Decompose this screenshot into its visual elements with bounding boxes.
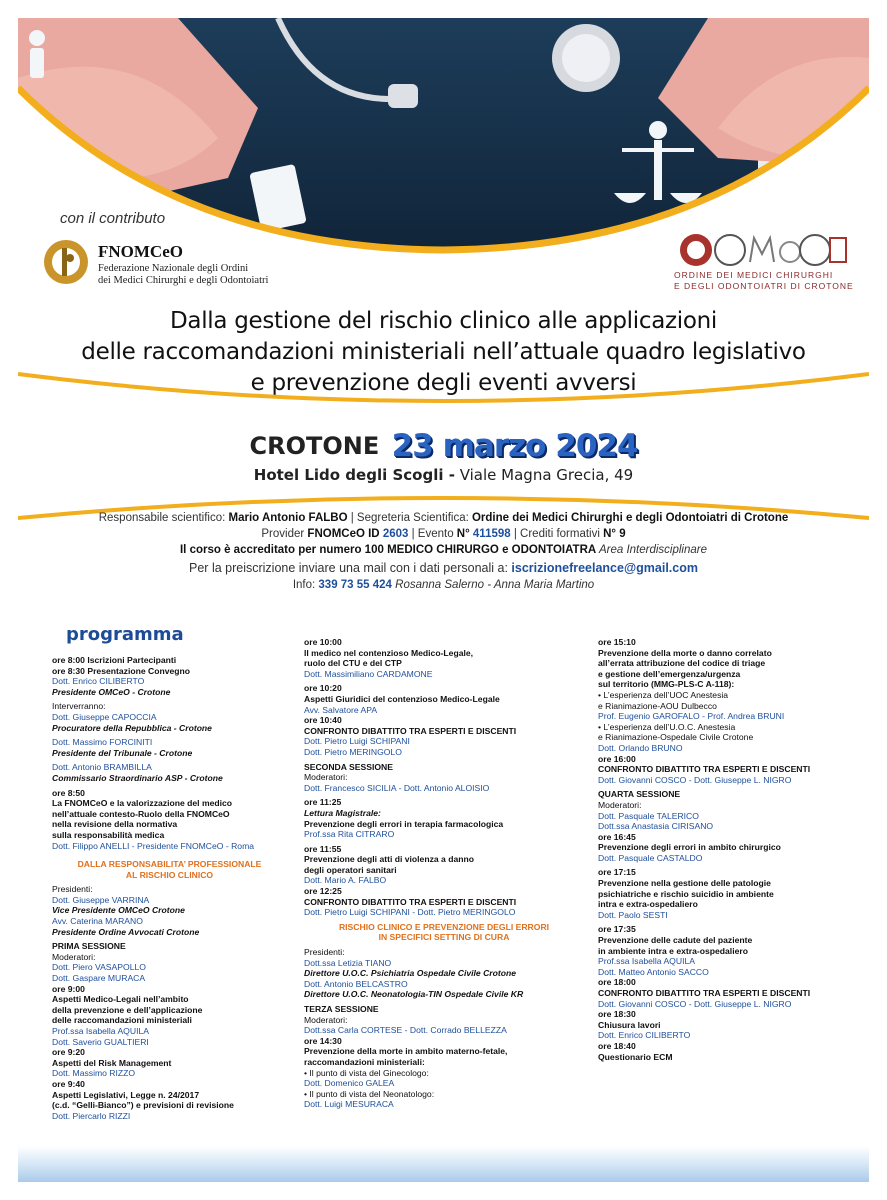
program-line: ore 18:40 [598, 1040, 636, 1051]
program-line: TERZA SESSIONE [304, 1004, 379, 1014]
program-line: nella revisione della normativa [52, 819, 178, 830]
program-line: Aspetti Medico-Legali nell’ambito [52, 994, 189, 1005]
program-line: Dott. Piercarlo RIZZI [52, 1110, 131, 1121]
program-column-2 [304, 637, 584, 1110]
program-line: Prevenzione degli errori in terapia farmacologica [304, 818, 504, 829]
program-line: Prevenzione degli atti di violenza a danno [304, 854, 474, 865]
program-line: Presidente OMCeO - Crotone [52, 686, 171, 697]
program-line: Dott. Domenico GALEA [304, 1078, 395, 1089]
program-line: Interverranno: [52, 701, 106, 712]
program-line: • Il punto di vista del Neonatologo: [304, 1088, 435, 1099]
program-line: CONFRONTO DIBATTITO TRA ESPERTI E DISCENTI [598, 764, 811, 775]
program-line: CONFRONTO DIBATTITO TRA ESPERTI E DISCENTI [304, 896, 517, 907]
program-line: Dott. Enrico CILIBERTO [598, 1030, 691, 1041]
info-contacts: Info: 339 73 55 424 Rosanna Salerno - Anna Maria Martino [292, 579, 595, 591]
program-line: ore 16:45 [598, 831, 636, 842]
program-line: Dott. Mario A. FALBO [304, 875, 387, 886]
program-line: ore 17:15 [598, 867, 636, 878]
program-line: ore 10:00 [304, 637, 342, 647]
program-line: Dott.ssa Carla CORTESE - Dott. Corrado BELLEZZA [304, 1025, 507, 1036]
event-city: CROTONE [249, 432, 380, 460]
registration-email[interactable]: iscrizionefreelance@gmail.com [511, 561, 698, 575]
program-line: CONFRONTO DIBATTITO TRA ESPERTI E DISCENTI [598, 988, 811, 998]
program-line: Il medico nel contenzioso Medico-Legale, [304, 647, 474, 658]
program-line: Procuratore della Repubblica - Crotone [52, 722, 212, 733]
program-line: Dott. Francesco SICILIA - Dott. Antonio ALOISIO [304, 782, 490, 793]
program-line: Dott. Pasquale CASTALDO [598, 852, 703, 863]
section-title: IN SPECIFICI SETTING DI CURA [378, 932, 510, 943]
program-line: Moderatori: [304, 772, 348, 783]
program-line: ore 12:25 [304, 886, 342, 897]
poster [18, 18, 869, 1182]
program-line: raccomandazioni ministeriali: [304, 1056, 425, 1067]
section-title: RISCHIO CLINICO E PREVENZIONE DEGLI ERRORI [338, 921, 550, 932]
program-line: Prof.ssa Rita CITRARO [304, 829, 395, 840]
program-line: Dott. Pietro Luigi SCHIPANI - Dott. Pietro MERINGOLO [304, 907, 516, 918]
program-line: ore 11:55 [304, 843, 342, 854]
program-line: Dott. Enrico CILIBERTO [52, 676, 145, 687]
program-line: ore 8:50 [52, 787, 85, 798]
program-line: all’errata attribuzione del codice di triage [598, 658, 766, 669]
program-line: Dott. Pasquale TALERICO [598, 810, 699, 821]
program-line: Dott. Giovanni COSCO - Dott. Giuseppe L. NIGRO [598, 774, 792, 785]
program-line: nell’attuale contesto-Ruolo della FNOMCeO [52, 808, 230, 819]
program-line: QUARTA SESSIONE [598, 789, 681, 800]
event-venue: Hotel Lido degli Scogli - Viale Magna Grecia, 49 [253, 466, 634, 484]
section-title: DALLA RESPONSABILITA’ PROFESSIONALE [77, 859, 262, 870]
program-line: psichiatriche e rischio suicidio in ambiente [598, 888, 774, 899]
program-line: ore 14:30 [304, 1035, 342, 1046]
program-line: Presidenti: [52, 884, 93, 895]
program-line: della prevenzione e dell’applicazione [52, 1004, 203, 1015]
program-line: Presidente del Tribunale - Crotone [52, 747, 193, 758]
program-line: Moderatori: [598, 799, 642, 810]
program-line: Prevenzione delle cadute del paziente [598, 935, 753, 946]
event-title: Dalla gestione del rischio clinico alle applicazioni delle raccomandazioni ministeriali nell’attuale quadro legislativo e prevenzione degli eventi avversi [81, 308, 806, 396]
program-line: ore 18:30 [598, 1009, 636, 1020]
program-line: ore 11:25 [304, 797, 342, 808]
program-line: • L’esperienza dell’U.O.C. Anestesia [598, 721, 736, 732]
program-line: Dott. Massimo RIZZO [52, 1068, 136, 1079]
program-line: Avv. Caterina MARANO [52, 916, 143, 927]
info-accreditation: Il corso è accreditato per numero 100 MEDICO CHIRURGO e ODONTOIATRA Area Interdisciplinare [179, 544, 707, 556]
program-line: Prof.ssa Isabella AQUILA [598, 956, 695, 967]
program-line: Questionario ECM [598, 1051, 673, 1062]
program-line: Aspetti Giuridici del contenzioso Medico-Legale [304, 693, 500, 704]
program-line: Commissario Straordinario ASP - Crotone [52, 772, 223, 783]
program-line: ore 10:40 [304, 715, 342, 726]
program-line: Dott. Orlando BRUNO [598, 742, 683, 753]
program-line: PRIMA SESSIONE [52, 941, 126, 952]
program-line: ore 8:00 Iscrizioni Partecipanti [52, 655, 177, 665]
program-line: Dott. Giuseppe VARRINA [52, 894, 150, 905]
program-line: Dott. Matteo Antonio SACCO [598, 966, 709, 977]
program-column-3 [598, 637, 858, 1062]
program-line: Moderatori: [52, 951, 96, 962]
program-line: ore 18:00 [598, 977, 636, 988]
program-line: Presidenti: [304, 947, 345, 958]
program-column-1 [52, 655, 287, 1121]
program-line: Dott. Antonio BELCASTRO [304, 978, 408, 989]
program-line: delle raccomandazioni ministeriali [52, 1015, 192, 1026]
program-line: ruolo del CTU e del CTP [304, 658, 402, 669]
program-line: ore 17:35 [598, 924, 636, 935]
program-line: Dott. Massimo FORCINITI [52, 737, 153, 748]
program-line: sul territorio (MMG-PLS-C A-118): [598, 679, 735, 690]
program-line: Prof. Eugenio GAROFALO - Prof. Andrea BRUNI [598, 711, 785, 722]
program-line: Prevenzione della morte in ambito materno-fetale, [304, 1046, 508, 1057]
program-line: Dott. Gaspare MURACA [52, 973, 146, 984]
program-line: Prevenzione nella gestione delle patologie [598, 878, 771, 889]
event-date-line [18, 428, 869, 464]
program-line: CONFRONTO DIBATTITO TRA ESPERTI E DISCENTI [304, 725, 517, 736]
program-line: Chiusura lavori [598, 1019, 661, 1030]
program-line: Moderatori: [304, 1014, 348, 1025]
omceo-subtitle: ORDINE DEI MEDICI CHIRURGHI E DEGLI ODONTOIATRI DI CROTONE [674, 270, 854, 291]
program-line: degli operatori sanitari [304, 864, 397, 875]
program-line: Prof.ssa Isabella AQUILA [52, 1026, 149, 1036]
program-line: Avv. Salvatore APA [304, 704, 378, 715]
program-line: Aspetti Legislativi, Legge n. 24/2017 [52, 1089, 200, 1100]
program-line: (c.d. “Gelli-Bianco”) e previsioni di revisione [52, 1100, 234, 1111]
fnomceo-logo [42, 238, 90, 286]
program-line: ore 16:00 [598, 753, 636, 764]
program-line: ore 15:10 [598, 637, 636, 647]
program-line: Dott. Luigi MESURACA [304, 1099, 394, 1110]
program-line: e Rianimazione-AOU Dulbecco [598, 700, 717, 711]
omceo-logo [678, 232, 848, 268]
program-line: ore 8:30 Presentazione Convegno [52, 665, 191, 676]
info-registration: Per la preiscrizione inviare una mail con i dati personali a: iscrizionefreelance@gmail.com [189, 561, 698, 575]
program-line: Prevenzione della morte o danno correlato [598, 647, 772, 658]
program-line: Dott. Pietro Luigi SCHIPANI [304, 736, 410, 747]
program-line: SECONDA SESSIONE [304, 761, 393, 772]
program-line: Aspetti del Risk Management [52, 1057, 172, 1068]
program-line: Dott. Giuseppe CAPOCCIA [52, 711, 157, 722]
program-line: Dott.ssa Letizia TIANO [304, 957, 392, 968]
section-title: AL RISCHIO CLINICO [125, 869, 214, 880]
program-line: Dott. Paolo SESTI [598, 909, 668, 920]
program-line: Dott. Filippo ANELLI - Presidente FNOMCeO - Roma [52, 840, 255, 851]
program-line: Dott. Saverio GUALTIERI [52, 1036, 149, 1047]
fnomceo-name: FNOMCeO [98, 242, 183, 261]
programma-heading: programma [66, 624, 184, 645]
program-line: Lettura Magistrale: [304, 807, 381, 818]
footer-gradient [18, 1146, 869, 1182]
program-line: Direttore U.O.C. Psichiatria Ospedale Civile Crotone [304, 968, 517, 979]
contribution-label: con il contributo [60, 210, 166, 227]
program-line: Presidente Ordine Avvocati Crotone [52, 926, 200, 937]
program-line: Vice Presidente OMCeO Crotone [52, 905, 185, 916]
info-provider: Provider FNOMCeO ID 2603 | Evento N° 411598 | Crediti formativi N° 9 [261, 528, 626, 540]
program-line: e gestione dell’emergenza/urgenza [598, 668, 741, 679]
program-line: • Il punto di vista del Ginecologo: [304, 1067, 429, 1078]
program-line: Dott. Massimiliano CARDAMONE [304, 668, 433, 679]
program-line: Dott. Giovanni COSCO - Dott. Giuseppe L. NIGRO [598, 998, 792, 1009]
program-line: La FNOMCeO e la valorizzazione del medico [52, 798, 233, 809]
program-line: ore 9:40 [52, 1078, 85, 1089]
info-responsabile: Responsabile scientifico: Mario Antonio FALBO | Segreteria Scientifica: Ordine dei Medici Chirurghi e degli Odontoiatri di Crotone [98, 512, 789, 524]
program-line: Prevenzione degli errori in ambito chirurgico [598, 842, 781, 853]
program-line: • L’esperienza dell’UOC Anestesia [598, 689, 729, 700]
program-line: in ambiente intra e extra-ospedaliero [598, 945, 748, 956]
fnomceo-subtitle: Federazione Nazionale degli Ordini dei Medici Chirurghi e degli Odontoiatri [98, 263, 269, 286]
program-line: Dott.ssa Anastasia CIRISANO [598, 821, 714, 832]
divider-arc [18, 490, 869, 530]
program-line: sulla responsabilità medica [52, 829, 165, 840]
program-line: ore 9:20 [52, 1047, 85, 1058]
program-line: Dott. Pietro MERINGOLO [304, 746, 402, 757]
divider-arc [18, 370, 869, 410]
program-line: intra e extra-ospedaliero [598, 899, 698, 910]
program-line: ore 9:00 [52, 983, 85, 994]
program-line: Direttore U.O.C. Neonatologia-TIN Ospedale Civile KR [304, 989, 524, 1000]
program-line: ore 10:20 [304, 683, 342, 694]
program-line: e Rianimazione-Ospedale Civile Crotone [598, 732, 754, 743]
program-line: Dott. Antonio BRAMBILLA [52, 762, 152, 773]
program-line: Dott. Piero VASAPOLLO [52, 962, 146, 973]
event-date: 23 marzo 2024 [391, 428, 638, 464]
